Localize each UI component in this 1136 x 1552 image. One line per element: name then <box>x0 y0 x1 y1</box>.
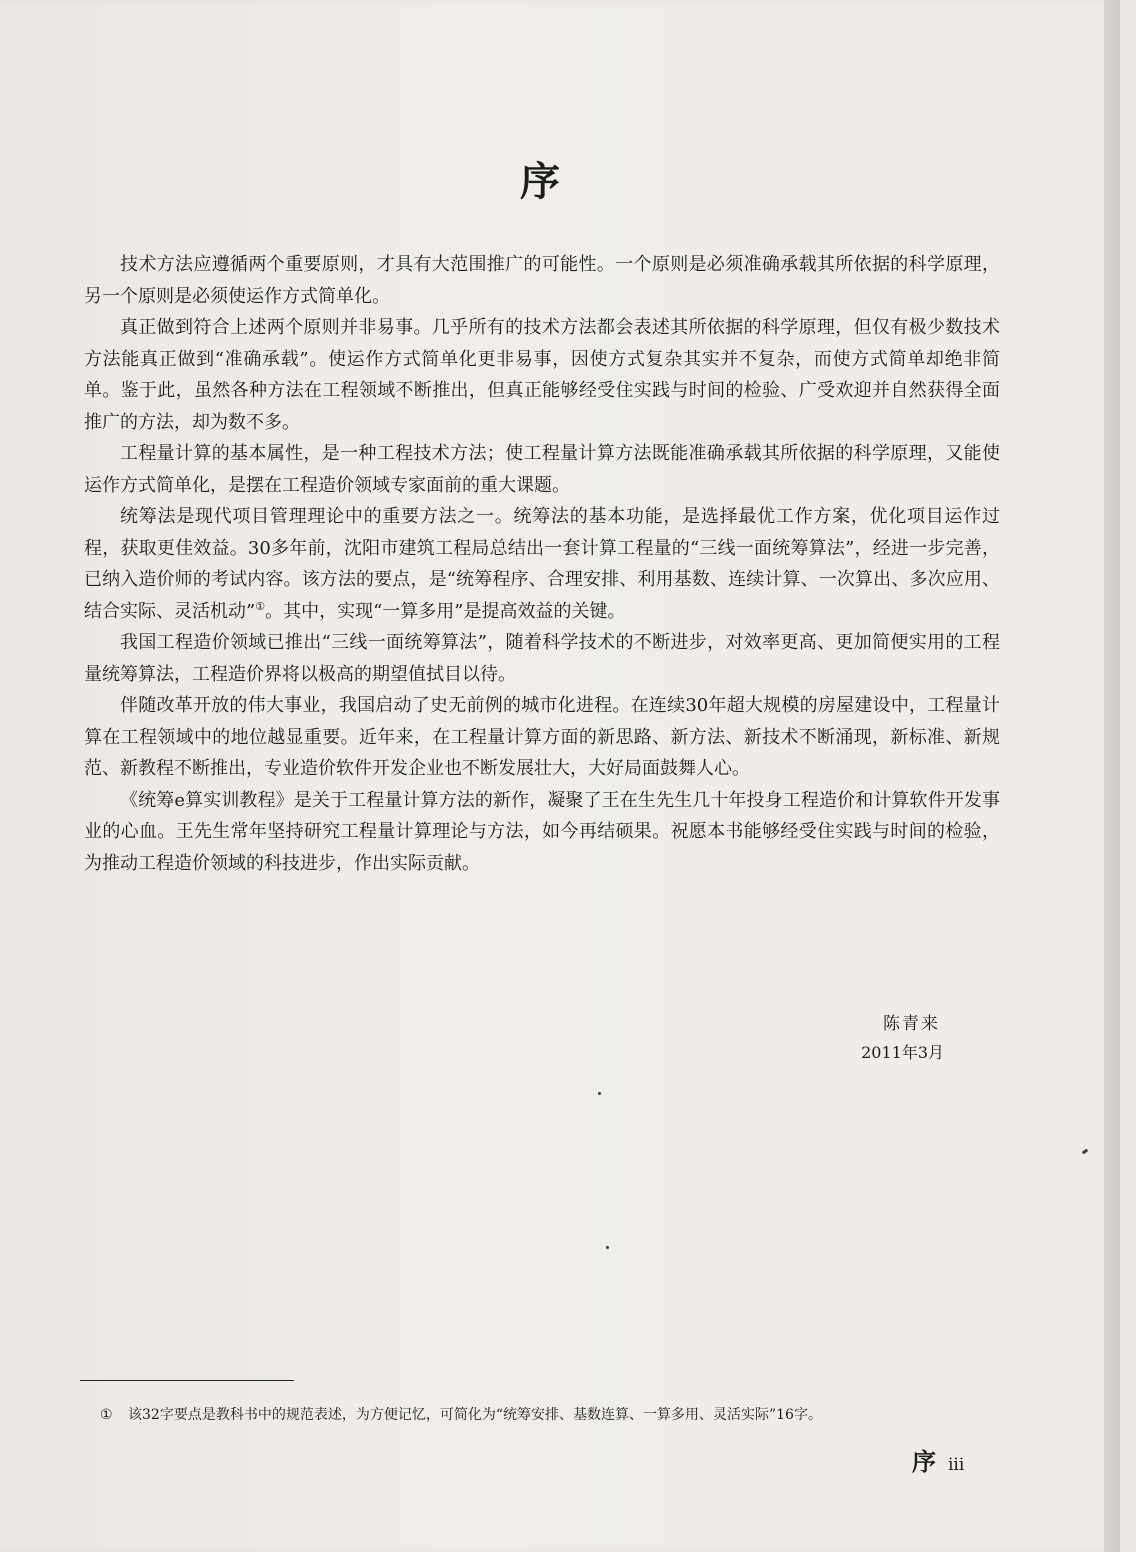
paragraph-4-tail: 。其中， <box>265 600 338 622</box>
page-number: iii <box>948 1455 965 1475</box>
folio-section-title: 序 <box>912 1447 936 1476</box>
footnote-text: 该32字要点是教科书中的规范表述，为方便记忆，可简化为“统筹安排、基数连算、一算多用、灵活实际”16字。 <box>128 1407 822 1423</box>
footnote-reference[interactable]: ① <box>255 599 266 613</box>
footnote <box>100 1404 1000 1426</box>
footnote-marker: ① <box>100 1407 113 1423</box>
paragraph-4-main: 统筹法是现代项目管理理论中的重要方法之一。统筹法的基本功能，是选择最优工作方案，优化项目运作过程，获取更佳效益。30多年前，沈阳市建筑工程局总结出一套计算工程量的“三线一面统筹算法”，经进一步完善，已纳入造价师的考试内容。该方法的要点，是“统筹程序、合理安排、利用基数、连续计算、一次算出、多次应用、结合实际、灵活机动” <box>84 506 1000 622</box>
paragraph-3: 工程量计算的基本属性，是一种工程技术方法；使工程量计算方法既能准确承载其所依据的科学原理，又能使运作方式简单化，是摆在工程造价领域专家面前的重大课题。 <box>84 443 1000 496</box>
paragraph-6: 伴随改革开放的伟大事业，我国启动了史无前例的城市化进程。在连续30年超大规模的房屋建设中，工程量计算在工程领域中的地位越显重要。近年来，在工程量计算方面的新思路、新方法、新技术不断涌现，新标准、新规范、新教程不断推出，专业造价软件开发企业也不断发展壮大，大好局面鼓舞人心。 <box>84 695 1000 779</box>
preface-body <box>84 249 1000 879</box>
print-speck <box>606 1246 609 1249</box>
print-speck <box>598 1092 601 1095</box>
page-title: 序 <box>520 158 560 205</box>
page-edge-shadow <box>1104 0 1120 1552</box>
paragraph-1: 技术方法应遵循两个重要原则，才具有大范围推广的可能性。一个原则是必须准确承载其所依据的科学原理，另一个原则是必须使运作方式简单化。 <box>84 254 1000 307</box>
paragraph-7: 《统筹e算实训教程》是关于工程量计算方法的新作，凝聚了王在生先生几十年投身工程造价和计算软件开发事业的心血。王先生常年坚持研究工程量计算理论与方法，如今再结硕果。祝愿本书能够经受住实践与时间的检验，为推动工程造价领域的科技进步，作出实际贡献。 <box>84 789 1000 874</box>
footnote-divider <box>80 1380 294 1381</box>
paragraph-4 <box>84 501 1000 627</box>
paragraph-5: 我国工程造价领域已推出“三线一面统筹算法”，随着科学技术的不断进步，对效率更高、更加简便实用的工程量统筹算法，工程造价界将以极高的期望值拭目以待。 <box>84 632 1000 685</box>
print-speck <box>1082 1149 1089 1155</box>
page-folio <box>912 1444 1002 1480</box>
paragraph-2: 真正做到符合上述两个原则并非易事。几乎所有的技术方法都会表述其所依据的科学原理，但仅有极少数技术方法能真正做到“准确承载”。使运作方式简单化更非易事，因使方式复杂其实并不复杂，而使方式简单却绝非简单。鉴于此，虽然各种方法在工程领域不断推出，但真正能够经受住实践与时间的检验、广受欢迎并自然获得全面推广的方法，却为数不多。 <box>84 317 1000 433</box>
signature-date: 2011年3月 <box>861 1043 944 1062</box>
author-signature: 陈青来 <box>883 1014 940 1034</box>
paragraph-4-end: 实现“一算多用”是提高效益的关键。 <box>337 600 626 622</box>
